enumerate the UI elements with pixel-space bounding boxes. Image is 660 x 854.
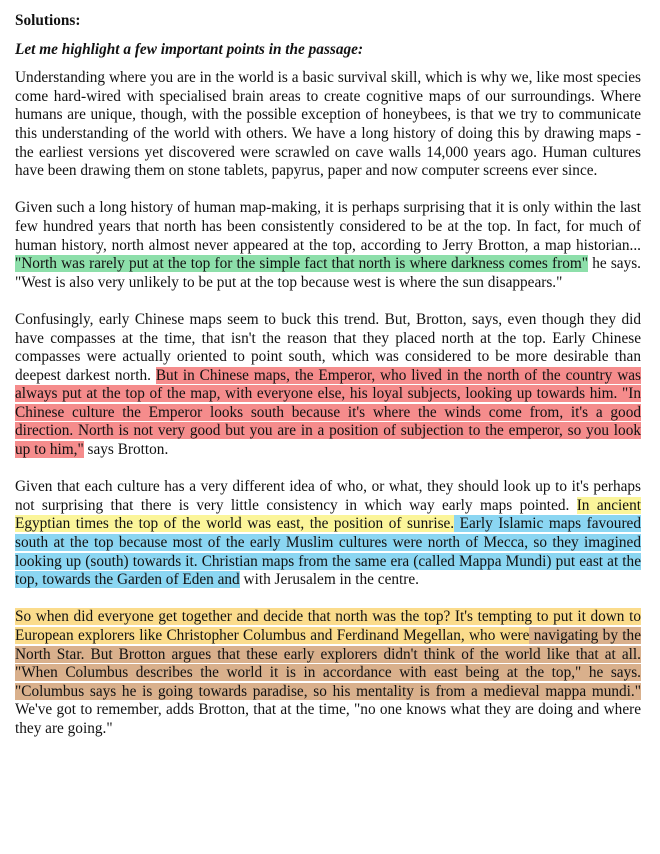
paragraph-2-text-b: he says. "West is also very unlikely to be put at the top because west is where the sun disappears." bbox=[15, 255, 641, 291]
highlight-red: But in Chinese maps, the Emperor, who lived in the north of the country was always put at the top of the map, with everyone else, his loyal subjects, looking up towards him. "In Chinese culture the Emperor looks south because it's where the winds come from, it's a good direction. North is not very good but you are in a position of subjection to the emperor, so you look up to him," bbox=[15, 366, 641, 459]
highlight-yellow: In ancient Egyptian times the top of the world was east, the position of sunrise. bbox=[15, 496, 641, 533]
highlight-brown: navigating by the North Star. But Brotton argues that these early explorers didn't think of the world like that at all. "When Columbus describes the world it is in accordance with east being at the top," he says. "Columbus says he is going towards paradise, so his mentality is from a medieval mappa mundi." bbox=[15, 627, 641, 700]
paragraph-3 bbox=[15, 311, 641, 460]
paragraph-4-text-b: with Jerusalem in the centre. bbox=[239, 571, 419, 589]
paragraph-5-text-b: We've got to remember, adds Brotton, that at the time, "no one knows what they are doing and where they are going." bbox=[15, 701, 641, 737]
page-title: Solutions: bbox=[15, 12, 81, 29]
paragraph-4-text-a: Given that each culture has a very different idea of who, or what, they should look up to it's perhaps not surprising that there is very little consistency in which way early maps pointed. bbox=[15, 478, 641, 514]
paragraph-3-text-a: Confusingly, early Chinese maps seem to buck this trend. But, Brotton, says, even though they did have compasses at the time, that isn't the reason that they placed north at the top. Early Chinese compasses were actually oriented to point south, which was considered to be more desirable than deepest darkest north. bbox=[15, 310, 641, 384]
paragraph-1-text: Understanding where you are in the world is a basic survival skill, which is why we, like most species come hard-wired with specialised brain areas to create cognitive maps of our surroundings. Where humans are unique, though, with the possible exception of honeybees, is that we try to communicate this understanding of the world with others. We have a long history of doing this by drawing maps - the earliest versions yet discovered were scrawled on cave walls 14,000 years ago. Human cultures have been drawing them on stone tablets, papyrus, paper and now computer screens ever since. bbox=[15, 69, 641, 180]
paragraph-2 bbox=[15, 199, 641, 292]
paragraph-2-text-a: Given such a long history of human map-making, it is perhaps surprising that it is only within the last few hundred years that north has been consistently considered to be at the top. In fact, for much of human history, north almost never appeared at the top, according to Jerry Brotton, a map historian... bbox=[15, 199, 641, 254]
document bbox=[15, 12, 641, 757]
paragraph-5 bbox=[15, 608, 641, 738]
paragraph-3-text-b: says Brotton. bbox=[83, 441, 169, 459]
highlight-blue: Early Islamic maps favoured south at the top because most of the early Muslim cultures were north of Mecca, so they imagined looking up (south) towards it. Christian maps from the same era (called Mappa Mundi) put east at the top, towards the Garden of Eden and bbox=[15, 515, 641, 589]
paragraph-4 bbox=[15, 478, 641, 590]
intro-subheading: Let me highlight a few important points in the passage: bbox=[15, 40, 364, 58]
highlight-orange: So when did everyone get together and decide that north was the top? It's tempting to put it down to European explorers like Christopher Columbus and Ferdinand Megellan, who were bbox=[15, 608, 641, 644]
paragraph-1 bbox=[15, 69, 641, 181]
highlight-green: "North was rarely put at the top for the simple fact that north is where darkness comes from" bbox=[15, 255, 589, 273]
